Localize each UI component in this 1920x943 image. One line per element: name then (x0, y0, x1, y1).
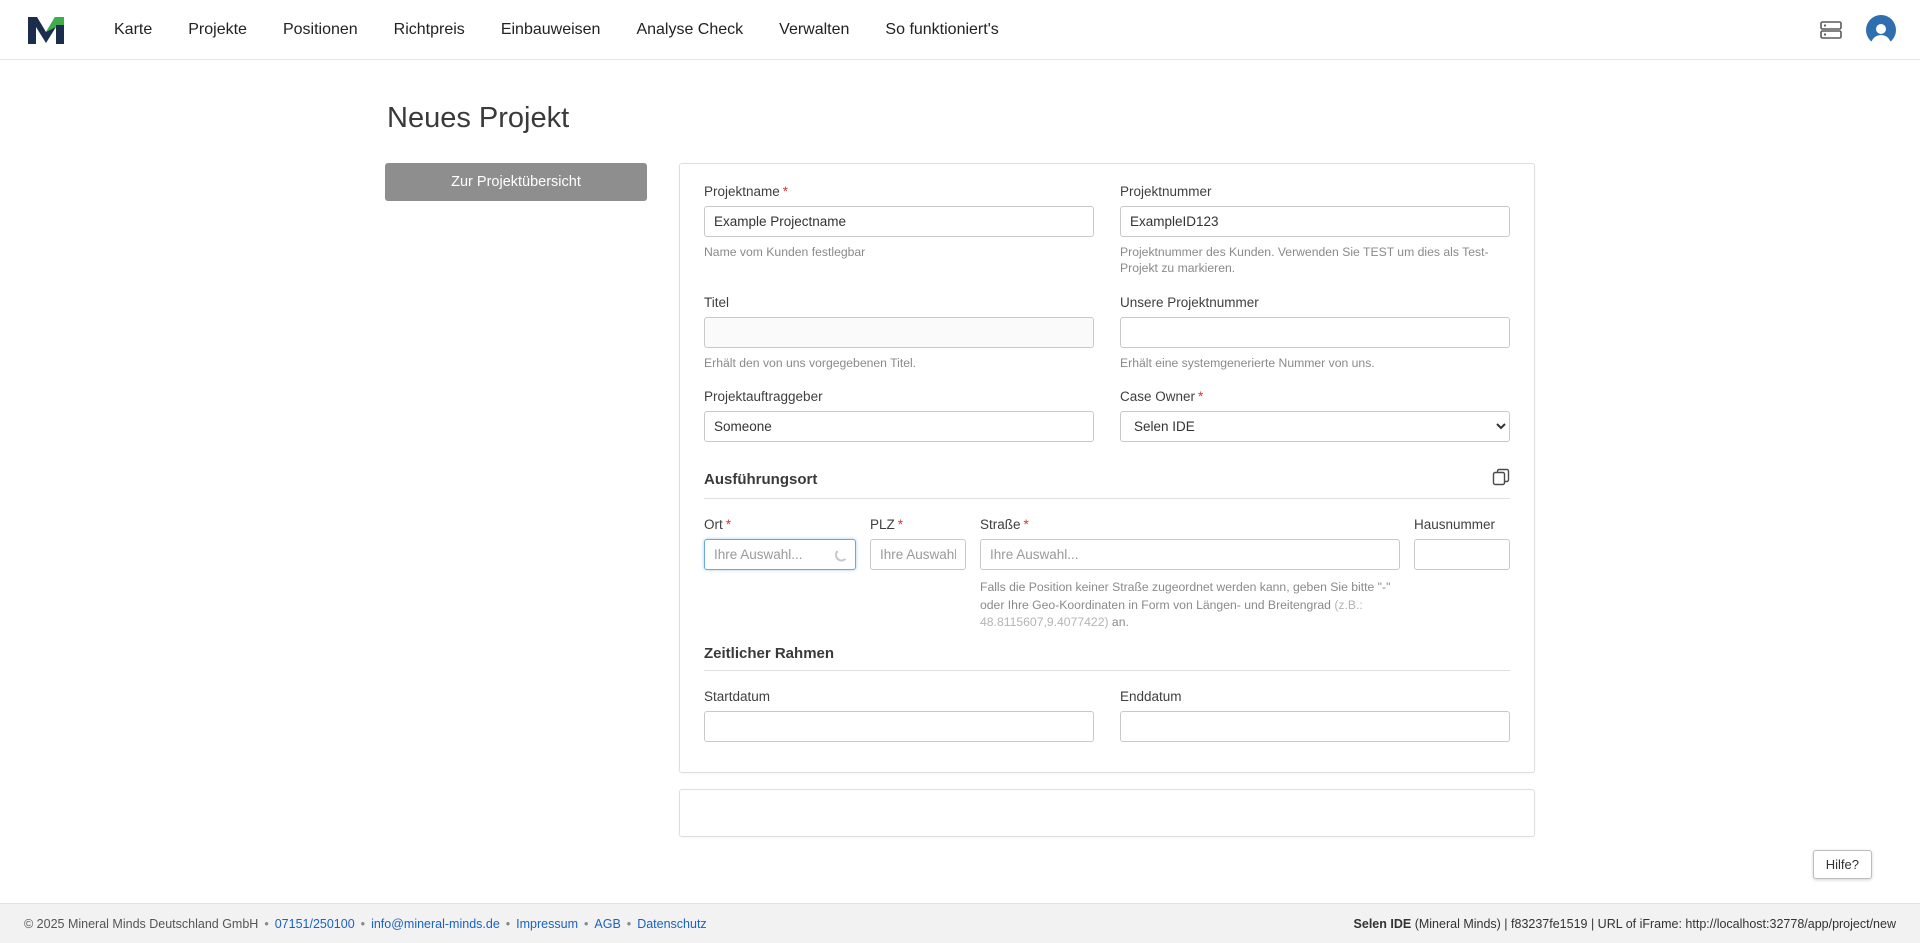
projektname-input[interactable] (704, 206, 1094, 237)
field-hausnummer (1414, 517, 1510, 570)
top-navbar (0, 0, 1920, 60)
projektname-help: Name vom Kunden festlegbar (704, 245, 866, 259)
label-case-owner (1120, 389, 1510, 404)
footer-sep: • (626, 916, 632, 931)
field-projektnummer (1120, 184, 1510, 277)
field-plz (870, 517, 966, 570)
nav-right-actions (1814, 13, 1896, 47)
label-ort-text: Ort (704, 517, 723, 533)
startdatum-input[interactable] (704, 711, 1094, 742)
row-dates (704, 689, 1510, 746)
section-zeitlicher-rahmen (704, 645, 1510, 662)
label-projektauftraggeber: Projektauftraggeber (704, 389, 823, 405)
row-address (704, 517, 1510, 631)
footer-copyright: © 2025 Mineral Minds Deutschland GmbH (24, 916, 259, 931)
help-bubble-button[interactable]: Hilfe? (1813, 850, 1872, 879)
row-auftraggeber-caseowner (704, 389, 1510, 446)
label-strasse (980, 517, 1400, 532)
page-body (0, 60, 1920, 903)
footer-impressum-link[interactable]: Impressum (516, 916, 578, 931)
field-projektauftraggeber (704, 389, 1094, 442)
ort-input[interactable] (704, 539, 856, 570)
row-name-nummer (704, 184, 1510, 281)
loading-spinner-icon (835, 548, 848, 561)
nav-item-karte[interactable]: Karte (114, 20, 153, 38)
page-title: Neues Projekt (387, 102, 570, 134)
footer-phone-link[interactable]: 07151/250100 (274, 916, 355, 931)
projektauftraggeber-input[interactable] (704, 411, 1094, 442)
projektnummer-input[interactable] (1120, 206, 1510, 237)
section-divider (704, 498, 1510, 499)
nav-item-positionen[interactable]: Positionen (282, 20, 358, 38)
label-projektnummer: Projektnummer (1120, 184, 1212, 199)
label-startdatum: Startdatum (704, 689, 771, 705)
strasse-help (980, 579, 1400, 631)
label-unsere-projektnummer: Unsere Projektnummer (1120, 294, 1259, 310)
label-ort (704, 517, 856, 532)
project-form-card (679, 163, 1535, 773)
strasse-help-example: (z.B.: 48.8115607,9.4077422) (980, 597, 1363, 630)
copy-icon[interactable] (1492, 468, 1510, 490)
label-projektname (704, 184, 1094, 199)
unsere-projektnummer-input[interactable] (1120, 317, 1510, 348)
footer-sep: • (505, 916, 511, 931)
section-zeitlicher-rahmen-label: Zeitlicher Rahmen (704, 645, 835, 663)
field-titel (704, 295, 1094, 371)
required-marker: * (1198, 389, 1204, 405)
nav-item-projekte[interactable]: Projekte (188, 20, 247, 38)
field-strasse (980, 517, 1400, 631)
required-marker: * (782, 184, 789, 199)
unsere-projektnummer-help: Erhält eine systemgenerierte Nummer von uns. (1120, 355, 1375, 370)
label-plz-text: PLZ (870, 517, 895, 533)
required-marker: * (897, 517, 904, 533)
nav-item-analyse-check[interactable]: Analyse Check (636, 20, 744, 38)
label-strasse-text: Straße (980, 517, 1021, 533)
nav-item-einbauweisen[interactable]: Einbauweisen (500, 20, 601, 38)
server-icon[interactable] (1814, 13, 1848, 47)
footer-agb-link[interactable]: AGB (594, 916, 621, 931)
strasse-help-part1: Falls die Position keiner Straße zugeordnet werden kann, geben Sie bitte "-" oder Ihre Geo-Koordinaten in Form von Längen- und Breitengrad (980, 580, 1391, 612)
label-hausnummer: Hausnummer (1414, 517, 1496, 533)
field-startdatum (704, 689, 1094, 742)
footer-status-rest: (Mineral Minds) | f83237fe1519 | URL of iFrame: http://localhost:32778/app/project/new (1414, 916, 1896, 931)
label-plz (870, 517, 966, 532)
nav-item-richtpreis[interactable]: Richtpreis (393, 20, 465, 38)
required-marker: * (725, 517, 732, 533)
label-case-owner-text: Case Owner (1120, 389, 1196, 405)
titel-input[interactable] (704, 317, 1094, 348)
field-projektname (704, 184, 1094, 277)
titel-help: Erhält den von uns vorgegebenen Titel. (704, 355, 917, 370)
footer-email-link[interactable]: info@mineral-minds.de (371, 916, 500, 931)
footer-sep: • (264, 916, 269, 931)
footer-status (1354, 917, 1896, 931)
section-ausfuehrungsort (704, 468, 1510, 490)
plz-input[interactable] (870, 539, 966, 570)
left-sidebar (385, 163, 647, 201)
footer-sep: • (584, 916, 589, 931)
strasse-help-part2: an. (1108, 615, 1129, 630)
content-wrapper (385, 60, 1535, 837)
strasse-input[interactable] (980, 539, 1400, 570)
footer-datenschutz-link[interactable]: Datenschutz (637, 916, 707, 931)
footer-status-user: Selen IDE (1353, 916, 1412, 931)
case-owner-select[interactable] (1120, 411, 1510, 442)
nav-item-so-funktionierts[interactable]: So funktioniert's (885, 20, 999, 38)
footer-sep: • (360, 916, 366, 931)
user-avatar[interactable] (1866, 15, 1896, 45)
enddatum-input[interactable] (1120, 711, 1510, 742)
label-titel: Titel (704, 294, 730, 310)
field-unsere-projektnummer (1120, 295, 1510, 371)
field-ort (704, 517, 856, 570)
row-titel-unsere-nummer (704, 295, 1510, 375)
main-nav (96, 13, 1017, 47)
section-divider-2 (704, 670, 1510, 671)
section-ausfuehrungsort-label: Ausführungsort (704, 470, 818, 488)
projektnummer-help: Projektnummer des Kunden. Verwenden Sie TEST um dies als Test-Projekt zu markieren. (1120, 245, 1489, 276)
hausnummer-input[interactable] (1414, 539, 1510, 570)
label-enddatum: Enddatum (1120, 689, 1182, 705)
label-projektname-text: Projektname (704, 184, 780, 199)
next-card-partial (679, 789, 1535, 837)
footer-bar (0, 903, 1920, 943)
field-case-owner (1120, 389, 1510, 442)
field-enddatum (1120, 689, 1510, 742)
zur-projektuebersicht-button[interactable]: Zur Projektübersicht (385, 163, 647, 201)
mineral-minds-logo[interactable] (24, 12, 68, 48)
nav-item-verwalten[interactable]: Verwalten (779, 20, 850, 38)
required-marker: * (1023, 517, 1029, 533)
